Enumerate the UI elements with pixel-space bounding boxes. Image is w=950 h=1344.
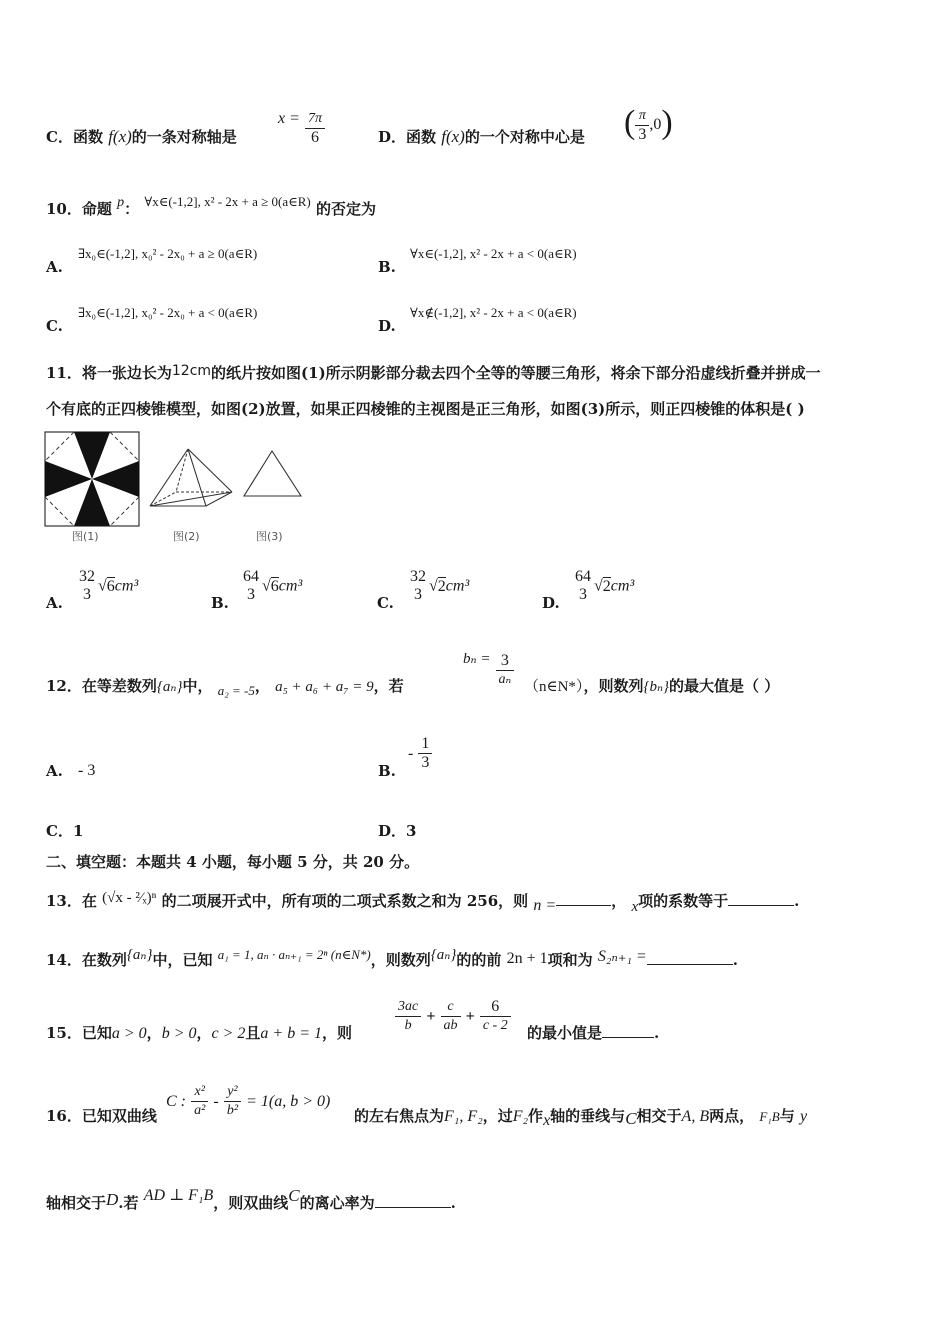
q11-option-b: 64 3 √6cm³: [243, 568, 303, 603]
q9-option-d-formula: ( $\frac{\pi}{3}$ ,0): [624, 104, 673, 143]
q16-blank[interactable]: [375, 1193, 451, 1208]
q11-figure-2: [148, 446, 236, 510]
q12-stem: 12．在等差数列{aₙ}中， a₂ = -5， a₅ + a₆ + a₇ = 9，若: [46, 677, 404, 698]
q13-stem: 13．在 (√x - ²⁄ₓ)ⁿ 的二项展开式中，所有项的二项式系数之和为 256，则 n = ， x项的系数等于 .: [46, 890, 800, 915]
q10-option-d-label: D.: [378, 317, 396, 335]
fig1-shaded-right: [92, 461, 139, 497]
fig1-shaded-left: [45, 461, 92, 497]
q10-option-d-text: ∀x∉(-1,2], x² - 2x + a < 0(a∈R): [410, 305, 577, 320]
q16-stem-line1: 的左右焦点为F₁, F₂，过F₂作x轴的垂线与C相交于A, B两点， F₁B与 y: [354, 1107, 808, 1129]
q11-caption-1: 图(1): [72, 530, 99, 543]
q13-blank-2[interactable]: [728, 891, 794, 906]
q12-option-c: C．1: [46, 822, 84, 840]
q11-stem-line2: 个有底的正四棱锥模型，如图(2)放置，如果正四棱锥的主视图是正三角形，如图(3)所示，则正四棱锥的体积是( ): [46, 400, 805, 418]
q12-option-d: D．3: [378, 822, 417, 840]
q11-option-b-label: B.: [211, 594, 229, 612]
q9-c-fraction: $\frac{7\pi}{6}$: [305, 110, 325, 147]
section-2-title: 二、填空题：本题共 4 小题，每小题 5 分，共 20 分。: [46, 853, 420, 871]
q11-stem-line1: 11．将一张边长为12cm的纸片按如图(1)所示阴影部分裁去四个全等的等腰三角形，将余下部分沿虚线折叠并拼成一: [46, 363, 821, 382]
q12-stem-tail: （n∈N*），则数列{bₙ}的最大值是（ ）: [524, 677, 780, 695]
q14-blank[interactable]: [647, 950, 733, 965]
q15-expression: $\frac{3ac}{b}$ + $\frac{c}{ab}$ + $\frac{6}{c - 2}$: [395, 998, 511, 1035]
q10-option-a-label: A.: [46, 258, 63, 276]
q12-bn-formula: bₙ = $\frac{3}{\text{aₙ}}$: [463, 652, 514, 689]
q15-stem-tail: 的最小值是 .: [527, 1024, 660, 1042]
q11-option-a: 32 3 √6cm³: [79, 568, 139, 603]
fig1-shaded-top: [74, 432, 110, 479]
q11-figure-3: [242, 449, 304, 499]
q11-option-d-label: D.: [542, 594, 560, 612]
q16-stem-line2: 轴相交于D.若 AD ⊥ F₁B，则双曲线C的离心率为 .: [46, 1186, 456, 1212]
q12-option-a-text: - 3: [78, 762, 96, 779]
q10-option-b-label: B.: [378, 258, 396, 276]
q9-option-d: D．函数 f(x)的一个对称中心是: [378, 127, 585, 146]
q9-option-c: C．函数 f(x)的一条对称轴是: [46, 127, 237, 146]
q9-option-c-formula: x = $\frac{7\pi}{6}$: [278, 110, 325, 147]
q10-option-b-text: ∀x∈(-1,2], x² - 2x + a < 0(a∈R): [410, 246, 577, 261]
q11-option-c: 32 3 √2cm³: [410, 568, 470, 603]
q15-blank[interactable]: [602, 1023, 654, 1038]
q11-option-c-label: C.: [377, 594, 394, 612]
q12-option-a-label: A.: [46, 762, 63, 780]
q13-blank-1[interactable]: [556, 891, 611, 906]
q15-stem: 15．已知a > 0，b > 0，c > 2且a + b = 1，则: [46, 1024, 353, 1042]
q11-caption-2: 图(2): [173, 530, 200, 543]
q10-stem: 10．命题 p： ∀x∈(-1,2], x² - 2x + a ≥ 0(a∈R) 的否定为: [46, 194, 377, 218]
fig1-shaded-bottom: [74, 479, 110, 526]
q11-caption-3: 图(3): [256, 530, 283, 543]
q16-stem-line1-start: 16．已知双曲线: [46, 1107, 157, 1125]
q11-option-d: 64 3 √2cm³: [575, 568, 635, 603]
q11-figure-1: [44, 431, 140, 527]
q14-stem: 14．在数列{aₙ}中，已知 a₁ = 1, aₙ · aₙ₊₁ = 2ⁿ (n∈N*)，则数列{aₙ}的的前 2n + 1项和为 S₂ₙ₊₁ = .: [46, 947, 738, 969]
q10-option-c-label: C.: [46, 317, 63, 335]
q16-hyperbola-equation: C : $\frac{\text{x²}}{\text{a²}}$ - $\frac{\text{y²}}{\text{b²}}$ = 1(a, b > 0): [166, 1084, 331, 1118]
q12-option-b-text: - $\frac{1}{3}$: [408, 735, 432, 772]
q10-option-c-text: ∃x₀∈(-1,2], x₀² - 2x₀ + a < 0(a∈R): [78, 305, 258, 320]
q12-option-b-label: B.: [378, 762, 396, 780]
q11-option-a-label: A.: [46, 594, 63, 612]
q10-option-a-text: ∃x₀∈(-1,2], x₀² - 2x₀ + a ≥ 0(a∈R): [78, 246, 258, 261]
